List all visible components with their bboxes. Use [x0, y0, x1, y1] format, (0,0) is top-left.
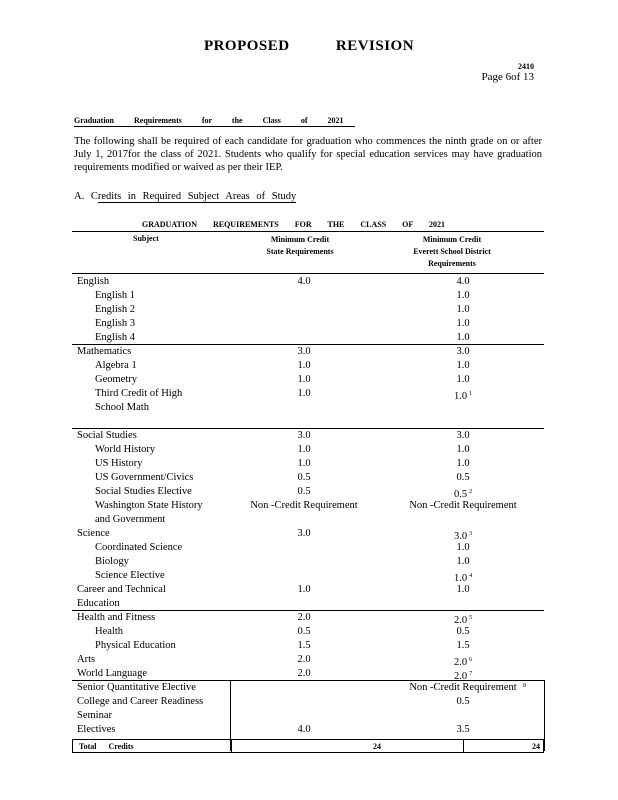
district-credit-value: 3.5: [456, 724, 470, 735]
table-row: [0, 667, 618, 681]
table-row: [0, 499, 618, 513]
subject-cell: English 2: [95, 304, 135, 315]
subject-cell: Algebra 1: [95, 360, 137, 371]
state-credit-cell: 1.0: [297, 458, 311, 469]
district-credit-value: 1.0: [456, 556, 470, 567]
section-a-heading: [74, 191, 296, 202]
district-credit-value: 0.5: [456, 472, 470, 483]
footnote-marker: 1: [469, 391, 473, 397]
district-credit-cell: [402, 359, 524, 373]
table-row: [0, 611, 618, 625]
table-row: [0, 345, 618, 359]
district-credit-value: 1.0: [456, 584, 470, 595]
district-credit-cell: [402, 723, 524, 737]
district-credit-cell: [402, 583, 524, 597]
district-credit-value: 2.0: [453, 657, 468, 668]
table-row: [0, 429, 618, 443]
district-credit-value: 0.5: [456, 626, 470, 637]
subject-cell: and Government: [95, 514, 166, 525]
district-credit-cell: [402, 499, 524, 513]
district-credit-cell: [402, 275, 524, 289]
column-header-state-line1: Minimum Credit: [270, 235, 330, 244]
subject-cell: US History: [95, 458, 143, 469]
state-credit-cell: Non -Credit Requirement: [250, 500, 358, 511]
district-credit-value: 1.0: [456, 458, 470, 469]
subject-cell: English: [77, 276, 110, 287]
district-credit-value: 2.0: [453, 671, 468, 682]
district-credit-value: 1.0: [456, 304, 470, 315]
subject-cell: US Government/Civics: [95, 472, 194, 483]
district-credit-value: 3.0: [456, 430, 470, 441]
table-row: [0, 709, 618, 723]
footnote-marker: 4: [469, 573, 473, 579]
subject-cell: World History: [95, 444, 156, 455]
district-credit-cell: [402, 429, 524, 443]
district-credit-value: 1.0: [456, 332, 470, 343]
table-row: [0, 485, 618, 499]
state-credit-cell: 4.0: [297, 276, 311, 287]
total-row: [72, 739, 544, 753]
subject-cell: Health and Fitness: [77, 612, 156, 623]
page-number: Page 6of 13: [481, 71, 534, 83]
district-credit-cell: [402, 289, 524, 303]
subject-cell: Physical Education: [95, 640, 176, 651]
table-row: [0, 555, 618, 569]
subject-cell: School Math: [95, 402, 149, 413]
state-credit-cell: 1.0: [297, 444, 311, 455]
subject-cell: Electives: [77, 724, 116, 735]
district-credit-value: 1.0: [456, 374, 470, 385]
footnote-marker: 2: [469, 489, 473, 495]
table-row: [0, 625, 618, 639]
subject-cell: English 4: [95, 332, 135, 343]
district-credit-cell: [402, 625, 524, 639]
column-header-district-line3: Requirements: [428, 259, 476, 268]
district-credit-cell: [402, 555, 524, 569]
state-credit-cell: 4.0: [297, 724, 311, 735]
footnote-marker: 8: [523, 683, 526, 689]
district-credit-cell: [402, 639, 524, 653]
table-top-rule: [72, 231, 544, 232]
district-credit-cell: [402, 471, 524, 485]
column-header-district-line1: Minimum Credit: [422, 235, 482, 244]
state-credit-cell: 1.0: [297, 388, 311, 399]
district-credit-value: Non -Credit Requirement: [409, 682, 517, 693]
district-credit-cell: [402, 345, 524, 359]
state-credit-cell: 3.0: [297, 430, 311, 441]
table-row: [0, 569, 618, 583]
table-row: [0, 443, 618, 457]
district-credit-value: 1.5: [456, 640, 470, 651]
subject-cell: English 3: [95, 318, 135, 329]
district-credit-cell: [402, 373, 524, 387]
district-credit-value: 1.0: [456, 360, 470, 371]
footnote-marker: 7: [469, 671, 473, 677]
section-a-title: redits in Required Subject Areas of Study: [97, 191, 297, 202]
district-credit-cell: [402, 303, 524, 317]
column-header-district: [392, 234, 512, 270]
district-credit-value: 1.0: [456, 318, 470, 329]
district-credit-cell: [402, 457, 524, 471]
column-header-district-line2: Everett School District: [413, 247, 491, 256]
subject-cell: Seminar: [77, 710, 112, 721]
table-row: [0, 639, 618, 653]
table-row: [0, 471, 618, 485]
state-credit-cell: 2.0: [297, 654, 311, 665]
district-credit-value: 1.0: [456, 542, 470, 553]
state-credit-cell: 1.0: [297, 584, 311, 595]
state-credit-cell: 0.5: [297, 472, 311, 483]
column-header-subject: Subject: [133, 234, 159, 243]
state-credit-cell: 3.0: [297, 528, 311, 539]
total-state: 24: [373, 742, 381, 751]
district-credit-value: 1.0: [453, 573, 468, 584]
table-row: [0, 275, 618, 289]
total-district: 24: [532, 742, 540, 751]
state-credit-cell: 0.5: [297, 486, 311, 497]
district-credit-value: 3.0: [456, 346, 470, 357]
table-row: [0, 723, 618, 737]
district-credit-value: 3.0: [453, 531, 468, 542]
column-header-state: [260, 234, 340, 258]
table-row: [0, 513, 618, 527]
subject-cell: Biology: [95, 556, 129, 567]
table-row: [0, 597, 618, 611]
table-row: [0, 527, 618, 541]
state-credit-cell: 2.0: [297, 612, 311, 623]
section-heading: Graduation Requirements for the Class of 2021: [74, 116, 355, 127]
district-credit-cell: [402, 317, 524, 331]
district-credit-cell: [402, 681, 524, 695]
table-row: [0, 401, 618, 415]
subject-cell: Third Credit of High: [95, 388, 183, 399]
table-row: [0, 653, 618, 667]
district-credit-value: 0.5: [453, 489, 468, 500]
table-row: [0, 695, 618, 709]
section-a-prefix: A. C: [74, 191, 98, 202]
table-row: [0, 457, 618, 471]
subject-cell: World Language: [77, 668, 148, 679]
district-credit-cell: [402, 443, 524, 457]
district-credit-value: 1.0: [456, 444, 470, 455]
district-credit-cell: [402, 541, 524, 555]
subject-cell: Education: [77, 598, 120, 609]
table-row: [0, 317, 618, 331]
district-credit-cell: [402, 695, 524, 709]
district-credit-value: 4.0: [456, 276, 470, 287]
subject-cell: Science: [77, 528, 110, 539]
table-rule: [72, 273, 544, 274]
state-credit-cell: 1.0: [297, 374, 311, 385]
state-credit-cell: 2.0: [297, 668, 311, 679]
subject-cell: English 1: [95, 290, 135, 301]
table-row: [0, 331, 618, 345]
subject-cell: Science Elective: [95, 570, 165, 581]
district-credit-value: Non -Credit Requirement: [409, 500, 517, 511]
page-title: PROPOSED REVISION: [203, 38, 415, 54]
table-title: GRADUATION REQUIREMENTS FOR THE CLASS OF 2021: [142, 220, 445, 229]
table-row: [0, 541, 618, 555]
state-credit-cell: 1.0: [297, 360, 311, 371]
district-credit-value: 0.5: [456, 696, 470, 707]
total-divider: [231, 739, 232, 753]
column-header-state-line2: State Requirements: [266, 247, 334, 256]
subject-cell: Arts: [77, 654, 96, 665]
state-credit-cell: 1.5: [297, 640, 311, 651]
table-row: [0, 359, 618, 373]
table-row: [0, 583, 618, 597]
subject-cell: Coordinated Science: [95, 542, 183, 553]
intro-paragraph: The following shall be required of each candidate for graduation who commences the ninth grade on or after July 1, 2017for the class of 2021. Students who qualify for special education services may have graduation requirements modified or waived as per their IEP.: [74, 136, 542, 173]
subject-cell: Health: [95, 626, 123, 637]
district-credit-value: 1.0: [453, 391, 468, 402]
footnote-marker: 6: [469, 657, 473, 663]
total-divider: [463, 739, 464, 753]
state-credit-cell: 3.0: [297, 346, 311, 357]
subject-cell: Social Studies: [77, 430, 137, 441]
state-credit-cell: 0.5: [297, 626, 311, 637]
table-row: [0, 373, 618, 387]
district-credit-value: 2.0: [453, 615, 468, 626]
table-row: [0, 289, 618, 303]
table-row: [0, 387, 618, 401]
district-credit-value: 1.0: [456, 290, 470, 301]
table-row: [0, 303, 618, 317]
footnote-marker: 3: [469, 531, 473, 537]
subject-cell: Geometry: [95, 374, 137, 385]
subject-cell: Career and Technical: [77, 584, 166, 595]
total-label: Total Credits: [79, 742, 134, 751]
footnote-marker: 5: [469, 615, 473, 621]
district-credit-cell: [402, 331, 524, 345]
subject-cell: Senior Quantitative Elective: [77, 682, 196, 693]
policy-number: 2410: [518, 62, 534, 71]
subject-cell: Mathematics: [77, 346, 132, 357]
subject-cell: Social Studies Elective: [95, 486, 192, 497]
subject-cell: College and Career Readiness: [77, 696, 204, 707]
subject-cell: Washington State History: [95, 500, 203, 511]
